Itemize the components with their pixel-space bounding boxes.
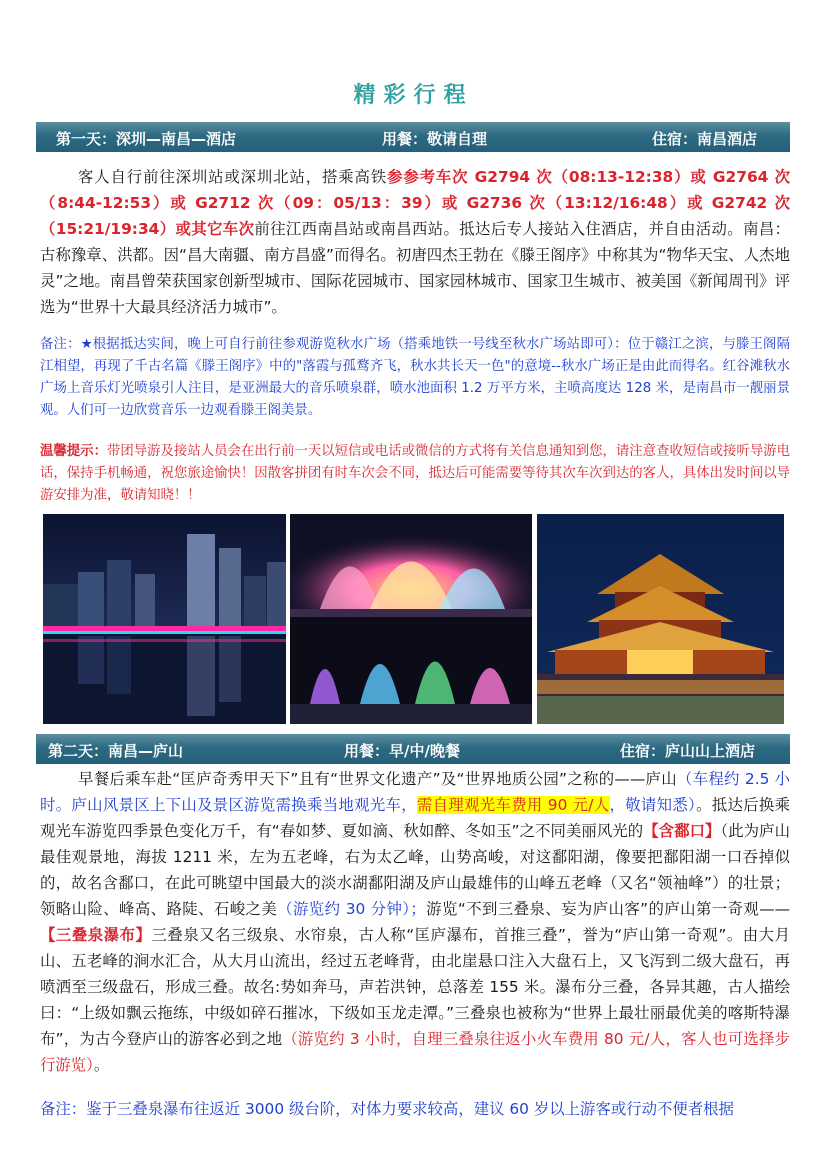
day1-header	[36, 122, 790, 152]
spot-sandiequan: 【三叠泉瀑布】	[40, 926, 152, 944]
day2-meals: 用餐：早/中/晚餐	[344, 742, 460, 760]
day2-route: 第二天：南昌—庐山	[48, 742, 184, 760]
tip-label: 温馨提示：	[40, 444, 107, 459]
sandiequan-description: 三叠泉又名三级泉、水帘泉，古人称“匡庐瀑布，首推三叠”，誉为“庐山第一奇观”。由大月山、五老峰的涧水汇合，从大月山流出，经过五老峰背，由北崖悬口注入大盘石上，又飞泻到二级大盘石，再喷洒至三级盘石，形成三叠。故名:势如奔马，声若洪钟，总落差 155 米。瀑布分三叠，各异其趣，古人描绘曰：“上级如飘云拖练，中级如碎石摧冰，下级如玉龙走潭。”三叠泉也被称为“世界上最壮丽最优美的喀斯特瀑布”，为古今登庐山的游客必到之地	[40, 926, 790, 1048]
day2-period: 。	[93, 1056, 110, 1074]
day2-text-1: 早餐后乘车赴“匡庐奇秀甲天下”且有“世界文化遗产”及“世界地质公园”之称的——庐山	[78, 770, 677, 788]
day2-text-3: 游览“不到三叠泉、妄为庐山客”的庐山第一奇观——	[425, 900, 791, 918]
hanpokou-description: （此为庐山最佳观景地，海拔 1211 米，左为五老峰，右为太乙峰，山势高峻，对这鄱阳湖，像要把鄱阳湖一口吞掉似的，故名含鄱口，在此可眺望中国最大的淡水湖鄱阳湖及庐山最雄伟的山峰五老峰（又名“领袖峰”）的壮景；领略山险、峰高、路陡、石峻之美	[40, 822, 790, 918]
day1-hotel: 住宿：南昌酒店	[652, 130, 758, 148]
tip-text: 带团导游及接站人员会在出行前一天以短信或电话或微信的方式将有关信息通知到您，请注意查收短信或接听导游电话，保持手机畅通，祝您旅途愉快！因散客拼团有时车次会不同，抵达后可能需要等待其次车次到达的客人，具体出发时间以导游安排为准，敬请知晓！！	[40, 444, 791, 503]
photo-nanchang-night-skyline	[43, 514, 286, 724]
day1-route: 第一天：深圳—南昌—酒店	[56, 130, 237, 148]
photo-tengwang-pavilion	[537, 514, 784, 724]
day2-itinerary	[40, 766, 790, 1078]
day1-meals: 用餐：敬请自理	[382, 130, 488, 148]
day1-tip	[40, 441, 790, 507]
day1-train-options: 参参考车次 G2794 次（08:13-12:38）或 G2764 次（8:44-12:53）或 G2712 次（09：05/13：39）或 G2736 次（13:12/16:48）或 G2742 次（15:21/19:34）或其它车次	[40, 168, 790, 238]
day1-itinerary	[40, 164, 790, 320]
day1-intro: 客人自行前往深圳站或深圳北站，搭乘高铁	[78, 168, 388, 186]
hanpokou-duration: （游览约 30 分钟）；	[277, 900, 426, 918]
day2-notice: ，敬请知悉）	[609, 796, 697, 814]
spot-hanpokou: 【含鄱口】	[643, 822, 721, 840]
sightseeing-car-fee: 需自理观光车费用 90 元/人	[416, 796, 610, 814]
day2-transfer-note: （车程约 2.5 小时。庐山风景区上下山及景区游览需换乘当地观光车，	[40, 770, 790, 814]
day2-hotel: 住宿：庐山山上酒店	[620, 742, 756, 760]
sandiequan-duration-fee: （游览约 3 小时，自理三叠泉往返小火车费用 80 元/人，客人也可选择步行游览）	[40, 1030, 790, 1074]
day2-text-2: 。抵达后换乘观光车游览四季景色变化万千，有“春如梦、夏如滴、秋如醉、冬如玉”之不同美丽风光的	[40, 796, 790, 840]
day1-description: 前往江西南昌站或南昌西站。抵达后专人接站入住酒店，并自由活动。南昌：古称豫章、洪都。因“昌大南疆、南方昌盛”而得名。初唐四杰王勃在《滕王阁序》中称其为“物华天宝、人杰地灵”之地。南昌曾荣获国家创新型城市、国际花园城市、国家园林城市、国家卫生城市、被美国《新闻周刊》评选为“世界十大最具经济活力城市”。	[40, 220, 790, 316]
day2-header	[36, 734, 790, 764]
photo-qiushui-fountain	[290, 514, 532, 724]
day2-note: 备注：鉴于三叠泉瀑布往返近 3000 级台阶，对体力要求较高，建议 60 岁以上游客或行动不便者根据	[40, 1100, 734, 1118]
day1-note: 备注：★根据抵达实间，晚上可自行前往参观游览秋水广场（搭乘地铁一号线至秋水广场站即可）：位于赣江之滨，与滕王阁隔江相望，再现了千古名篇《滕王阁序》中的"落霞与孤鹜齐飞，秋水共长天一色"的意境--秋水广场正是由此而得名。红谷滩秋水广场上音乐灯光喷泉引人注目，是亚洲最大的音乐喷泉群，喷水池面积 1.2 万平方米，主喷高度达 128 米，是南昌市一靓丽景观。人们可一边欣赏音乐一边观看滕王阁美景。	[40, 337, 790, 418]
page-title: 精彩行程	[353, 83, 474, 108]
